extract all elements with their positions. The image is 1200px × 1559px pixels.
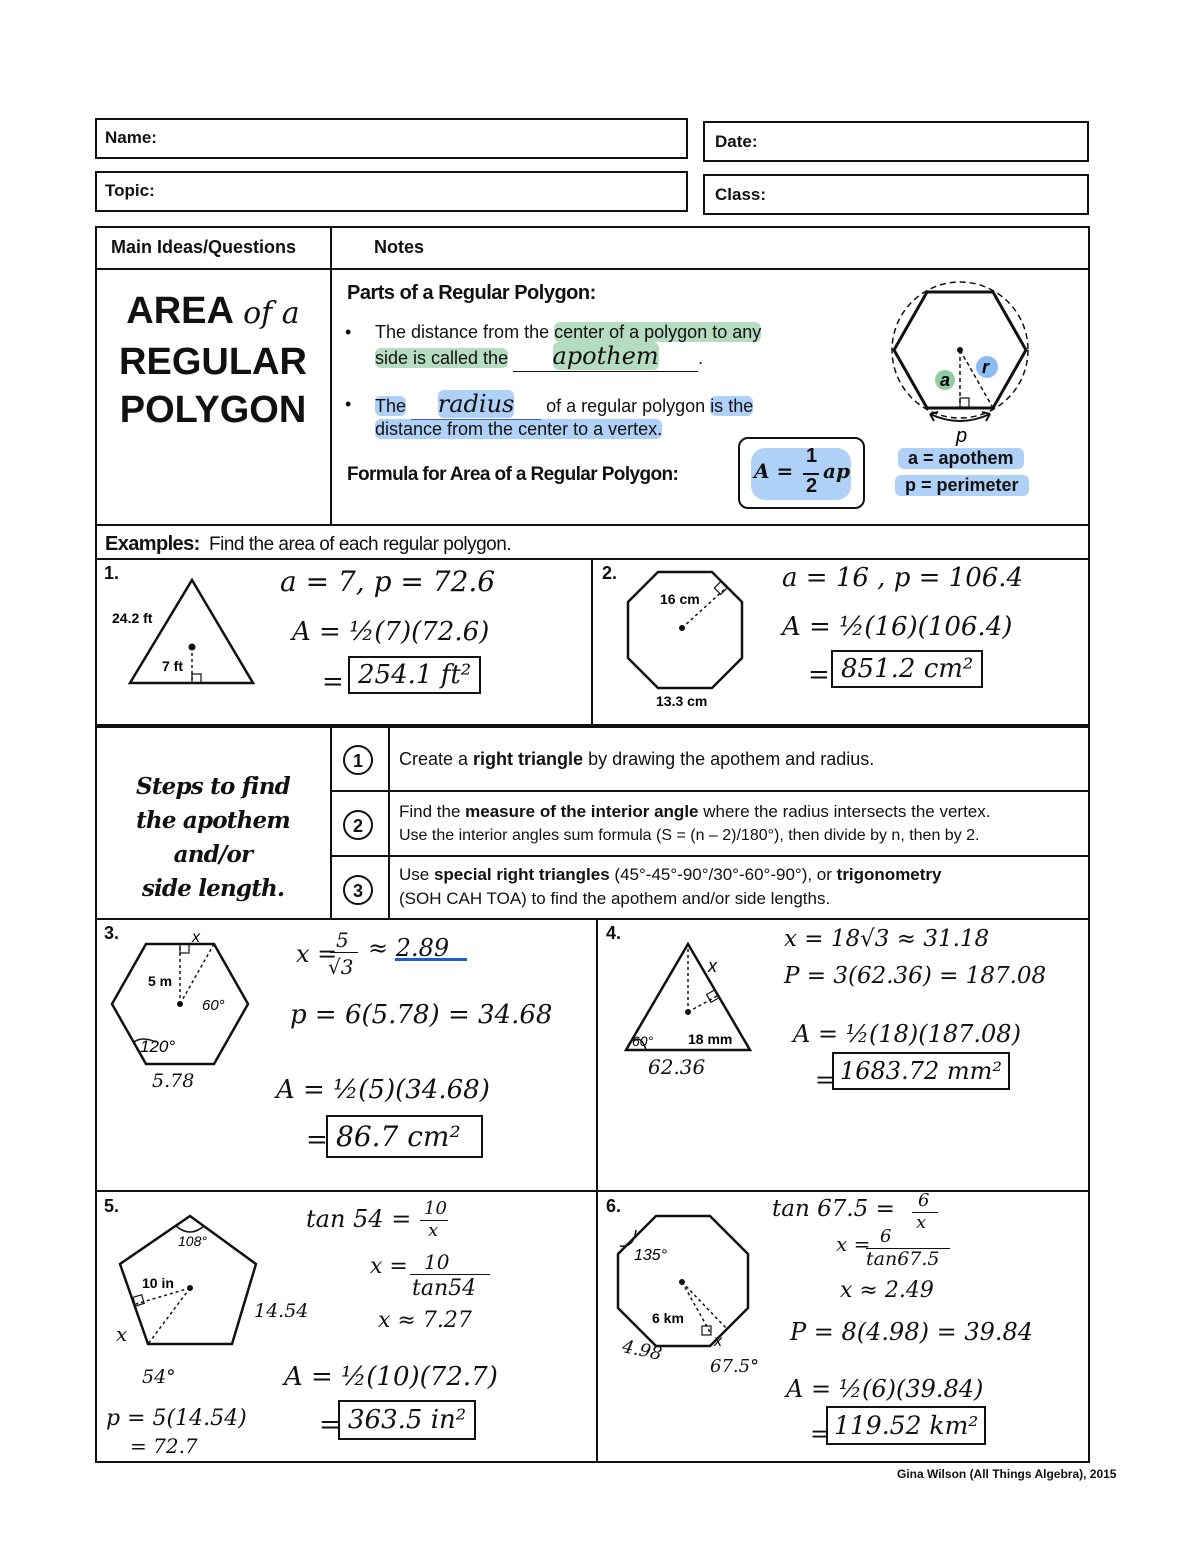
example-1-answer: 254.1 ft² <box>348 656 481 694</box>
problem-6-l2d: tan67.5 <box>866 1248 940 1270</box>
hexagon-diagram <box>880 278 1040 448</box>
problem-3-equals: = <box>306 1125 328 1155</box>
problem-5-l1: tan 54 = <box>306 1205 412 1233</box>
bullet-dot: • <box>345 322 352 342</box>
problem-6-l1: tan 67.5 = <box>772 1196 895 1222</box>
date-box[interactable] <box>703 121 1089 162</box>
topic-box[interactable] <box>95 171 688 212</box>
problem-3-l2: p = 6(5.78) = 34.68 <box>290 1000 553 1030</box>
diagram-label-a: a <box>940 370 951 390</box>
problem-6-apothem-label: 6 km <box>652 1310 684 1326</box>
radius-answer: radius <box>437 390 515 418</box>
problem-6-l5: A = ½(6)(39.84) <box>786 1375 984 1403</box>
bullet1-text-c: side is called the <box>375 348 509 368</box>
problems-row-divider <box>95 1190 1090 1192</box>
problem-6-l1n: 6 <box>918 1190 930 1211</box>
problem-3-answer: 86.7 cm² <box>326 1115 483 1158</box>
problem-3-l1-den: √3 <box>328 955 354 979</box>
problem-6-l4: P = 8(4.98) = 39.84 <box>790 1318 1034 1346</box>
problem-5-side: 14.54 <box>254 1300 309 1322</box>
step3-b: special right triangles <box>433 865 610 884</box>
formula-A: A = <box>754 459 794 483</box>
problem-5-l2-bar <box>410 1274 490 1275</box>
bullet1-text-a: The distance from the <box>375 322 555 342</box>
formula-den: 2 <box>806 475 818 497</box>
problem-4-l1: x = 18√3 ≈ 31.18 <box>784 926 990 952</box>
example-1-line2: A = ½(7)(72.6) <box>292 617 490 647</box>
steps-col-divider-2 <box>388 726 390 920</box>
problem-3-side: 5.78 <box>152 1070 195 1092</box>
problem-4-triangle <box>620 940 760 1055</box>
examples-instruction: Find the area of each regular polygon. <box>209 534 512 555</box>
step-2-number: 2 <box>343 810 373 840</box>
problem-6-l1d: x <box>916 1212 927 1233</box>
problem-5-l3: x ≈ 7.27 <box>378 1308 472 1333</box>
step-3-text <box>399 863 942 911</box>
problem-5-l1n: 10 <box>424 1198 447 1219</box>
steps-title-l2: the apothem and/or <box>136 807 290 868</box>
steps-row-divider-2 <box>330 855 1090 857</box>
problem-5-answer: 363.5 in² <box>338 1400 476 1440</box>
apothem-answer: apothem <box>552 342 659 370</box>
problem-5-angle108: 108° <box>178 1233 207 1249</box>
example-1-number: 1. <box>104 563 120 583</box>
title-regular: REGULAR <box>119 341 307 383</box>
step3-d: trigonometry <box>836 865 942 884</box>
example-2-side-label: 13.3 cm <box>656 693 708 709</box>
bullet2-text-a: The <box>375 396 407 416</box>
problem-3-l1a: x = <box>296 940 338 968</box>
problem-6-angle135: 135° <box>634 1247 668 1264</box>
bullet-dot: • <box>345 394 352 414</box>
problem-3-l1b: ≈ 2.89 <box>368 934 450 962</box>
page-title <box>100 287 326 434</box>
problem-3-l1-num: 5 <box>336 928 349 952</box>
problem-3-angle60: 60° <box>202 997 225 1014</box>
example-2-equals: = <box>808 660 830 690</box>
problem-6-l2n: 6 <box>880 1226 892 1247</box>
bullet2-text-c: is the <box>710 396 754 416</box>
step1-a: Create a <box>399 749 474 769</box>
example-1-triangle <box>112 575 270 690</box>
problem-6-answer: 119.52 km² <box>826 1406 986 1445</box>
example-2-number: 2. <box>602 563 618 583</box>
problem-6-l2: x = <box>836 1232 871 1256</box>
problem-4-number: 4. <box>606 923 622 943</box>
radius-blank[interactable] <box>411 392 541 420</box>
problem-3-x-label: x <box>192 929 200 946</box>
examples-heading: Examples: <box>105 533 200 555</box>
steps-col-divider-1 <box>330 726 332 920</box>
topic-label: Topic: <box>105 181 155 200</box>
example-1-side-label: 24.2 ft <box>112 610 153 626</box>
problem-4-angle-label: 60° <box>632 1033 654 1049</box>
example-1-apothem-label: 7 ft <box>162 658 183 674</box>
step-1-text <box>399 747 874 771</box>
formula-ap: ap <box>823 459 850 483</box>
title-of-a: of a <box>243 296 300 331</box>
parts-heading: Parts of a Regular Polygon: <box>347 282 596 304</box>
date-label: Date: <box>715 132 758 151</box>
steps-title <box>100 770 326 906</box>
step2-a: Find the <box>399 802 466 821</box>
problem-6-l3: x ≈ 2.49 <box>840 1278 934 1303</box>
formula-box <box>738 437 865 509</box>
problem-6-x-label: x <box>714 1333 722 1350</box>
problem-3-number: 3. <box>104 923 120 943</box>
name-box[interactable] <box>95 118 688 159</box>
step3-e: (SOH CAH TOA) to find the apothem and/or side lengths. <box>399 889 831 908</box>
diagram-label-r: r <box>982 357 990 377</box>
problem-6-side: 4.98 <box>620 1336 664 1365</box>
problem-3-hexagon <box>108 930 253 1070</box>
problem-5-l2n: 10 <box>424 1250 450 1274</box>
step2-d: Use the interior angles sum formula (S = (n – 2)/180°), then divide by n, then by 2. <box>399 827 980 844</box>
title-polygon: POLYGON <box>119 389 307 431</box>
problem-4-l3: A = ½(18)(187.08) <box>793 1020 1021 1048</box>
problem-5-l2d: tan54 <box>412 1276 477 1301</box>
examples-divider <box>591 558 593 726</box>
name-label: Name: <box>105 128 157 147</box>
formula-num: 1 <box>806 445 818 467</box>
right-angle-mark <box>960 398 969 407</box>
notes-header: Notes <box>374 237 425 257</box>
step-2-text <box>399 800 990 848</box>
problem-5-pentagon <box>108 1208 268 1358</box>
step-1-number: 1 <box>343 745 373 775</box>
problem-4-side: 62.36 <box>648 1055 706 1079</box>
legend-apothem: a = apothem <box>898 448 1024 469</box>
problem-4-equals: = <box>815 1066 836 1094</box>
example-2-radius-label: 16 cm <box>660 591 700 607</box>
example-2-line2: A = ½(16)(106.4) <box>782 612 1013 642</box>
problem-5-l4: A = ½(10)(72.7) <box>284 1362 498 1392</box>
problem-3-angle120: 120° <box>140 1037 176 1056</box>
problem-3-l3: A = ½(5)(34.68) <box>276 1075 490 1105</box>
problem-3-apothem-label: 5 m <box>148 973 173 989</box>
problem-5-angle54: 54° <box>142 1366 176 1388</box>
step3-c: (45°-45°-90°/30°-60°-90°), or <box>609 865 837 884</box>
bullet2-text-d: distance from the center to a vertex. <box>375 419 663 439</box>
step1-c: by drawing the apothem and radius. <box>583 749 875 769</box>
step-3-number: 3 <box>343 875 373 905</box>
problem-4-l2: P = 3(62.36) = 187.08 <box>784 963 1047 989</box>
problem-5-per1: p = 5(14.54) <box>106 1406 247 1431</box>
steps-title-l1: Steps to find <box>136 773 290 800</box>
problem-4-x-label: x <box>708 956 717 976</box>
problem-4-apothem-label: 18 mm <box>688 1031 733 1047</box>
example-2-line1: a = 16 , p = 106.4 <box>782 563 1024 593</box>
diagram-label-p: p <box>956 425 968 447</box>
problem-3-blue-underline <box>395 958 467 961</box>
formula-label: Formula for Area of a Regular Polygon: <box>347 464 679 485</box>
steps-row-divider-1 <box>330 790 1090 792</box>
bullet1-text-b: center of a polygon to any <box>554 322 762 342</box>
problem-5-l1d: x <box>428 1220 439 1241</box>
step2-b: measure of the interior angle <box>465 802 699 821</box>
class-label: Class: <box>715 185 767 204</box>
table-column-divider <box>330 226 332 526</box>
problem-6-angle67: 67.5° <box>710 1356 760 1377</box>
problem-5-apothem-label: 10 in <box>142 1275 174 1291</box>
legend-perimeter: p = perimeter <box>895 475 1029 496</box>
bullet2-text-b: of a regular polygon <box>546 396 706 416</box>
problem-5-x: x <box>116 1322 128 1346</box>
problem-5-number: 5. <box>104 1196 120 1216</box>
example-2-octagon <box>620 568 750 708</box>
step2-c: where the radius intersects the vertex. <box>698 802 991 821</box>
main-ideas-header: Main Ideas/Questions <box>111 237 297 257</box>
problem-4-answer: 1683.72 mm² <box>832 1052 1010 1090</box>
problem-5-per2: = 72.7 <box>130 1434 198 1458</box>
steps-title-l3: side length. <box>141 875 285 902</box>
example-2-answer: 851.2 cm² <box>831 650 983 688</box>
footer-credit: Gina Wilson (All Things Algebra), 2015 <box>897 1467 1117 1481</box>
problem-5-equals: = <box>319 1410 341 1440</box>
problem-3-l1-bar <box>330 952 358 953</box>
problem-5-l2: x = <box>370 1254 408 1279</box>
examples-heading-row <box>95 524 1090 560</box>
table-header-divider <box>95 268 1090 270</box>
example-1-equals: = <box>322 667 344 697</box>
problem-6-octagon <box>606 1208 756 1358</box>
problem-6-number: 6. <box>606 1196 622 1216</box>
example-1-line1: a = 7, p = 72.6 <box>280 565 496 598</box>
class-box[interactable] <box>703 174 1089 215</box>
step3-a: Use <box>399 865 434 884</box>
step1-b: right triangle <box>473 749 584 769</box>
problem-6-equals: = <box>810 1420 831 1448</box>
title-area: AREA <box>126 290 233 332</box>
apothem-blank[interactable] <box>513 344 698 372</box>
